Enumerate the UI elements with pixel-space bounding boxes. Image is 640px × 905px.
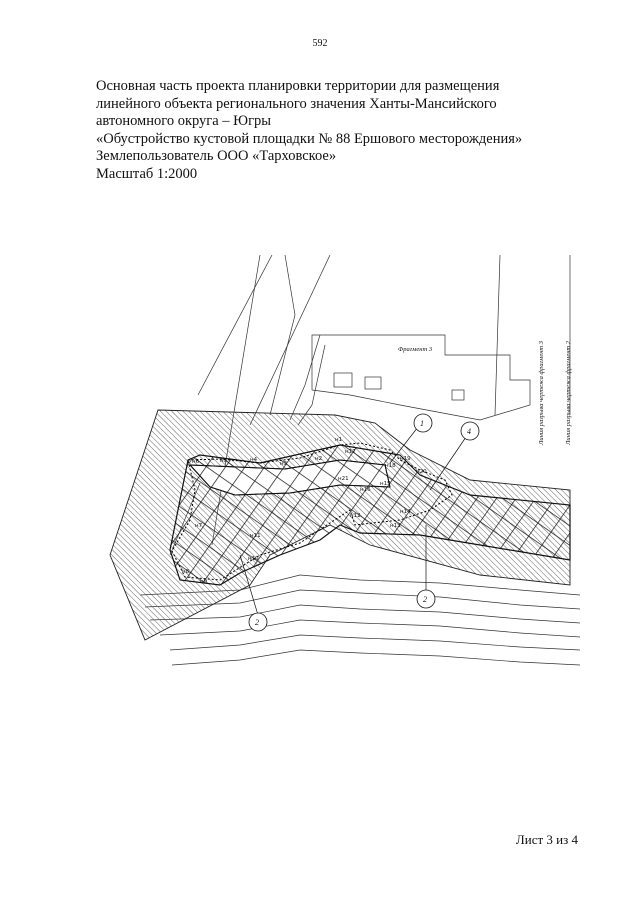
point-label: н8 xyxy=(182,569,190,575)
survey-line xyxy=(298,345,325,425)
callout-number: 4 xyxy=(467,427,471,436)
building xyxy=(452,390,464,400)
point-label: н12 xyxy=(350,513,361,519)
break-line-label: Линия разрыва чертежа фрагмент 2 xyxy=(565,341,572,445)
title-line-4: «Обустройство кустовой площадки № 88 Ершового месторождения» xyxy=(96,130,523,147)
callout-number: 2 xyxy=(423,595,427,604)
survey-line xyxy=(270,255,295,415)
point-label: н1 xyxy=(335,437,343,443)
survey-line xyxy=(290,335,320,420)
point-label: н2 xyxy=(315,456,323,462)
fragment-label: Фрагмент 3 xyxy=(398,346,433,353)
survey-line xyxy=(198,255,272,395)
sheet-number: Лист 3 из 4 xyxy=(515,832,578,847)
road-edge xyxy=(160,620,580,637)
point-label: н17 xyxy=(345,449,356,455)
point-label: н16 xyxy=(360,487,371,493)
point-label: н13 xyxy=(390,523,401,529)
page-number: 592 xyxy=(312,38,328,49)
break-line-label: Линия разрыва чертежа фрагмент 3 xyxy=(538,341,545,445)
point-label: н3 xyxy=(280,461,288,467)
title-line-2: линейного объекта регионального значения Ханты-Мансийского xyxy=(96,95,497,112)
point-label: н14 xyxy=(400,509,411,515)
survey-line xyxy=(250,255,330,425)
point-label: н18 xyxy=(385,463,396,469)
road-edge xyxy=(170,635,580,650)
point-label: н19 xyxy=(400,456,411,462)
planning-drawing xyxy=(100,255,580,675)
callout-number: 1 xyxy=(420,419,424,428)
point-label: н11 xyxy=(250,533,261,539)
point-label: н7 xyxy=(195,523,203,529)
point-label: н10 xyxy=(248,556,259,562)
point-label: н20 xyxy=(416,469,427,475)
road-edge xyxy=(172,650,580,665)
road-edge xyxy=(150,605,580,623)
survey-line xyxy=(495,255,500,415)
point-label: н4 xyxy=(250,457,258,463)
point-label: н6 xyxy=(192,459,200,465)
scale-line: Масштаб 1:2000 xyxy=(96,165,198,182)
title-line-1: Основная часть проекта планировки территории для размещения xyxy=(96,78,500,94)
callout-number: 2 xyxy=(255,618,259,627)
point-label: н5 xyxy=(220,458,228,464)
building xyxy=(334,373,352,387)
point-label: н9 xyxy=(200,579,208,585)
title-line-3: автономного округа – Югры xyxy=(96,113,272,129)
land-user-line: Землепользователь ООО «Тарховское» xyxy=(96,148,337,164)
title-block xyxy=(96,78,566,183)
point-label: н21 xyxy=(338,476,349,482)
point-label: н15 xyxy=(380,481,391,487)
building xyxy=(365,377,381,389)
